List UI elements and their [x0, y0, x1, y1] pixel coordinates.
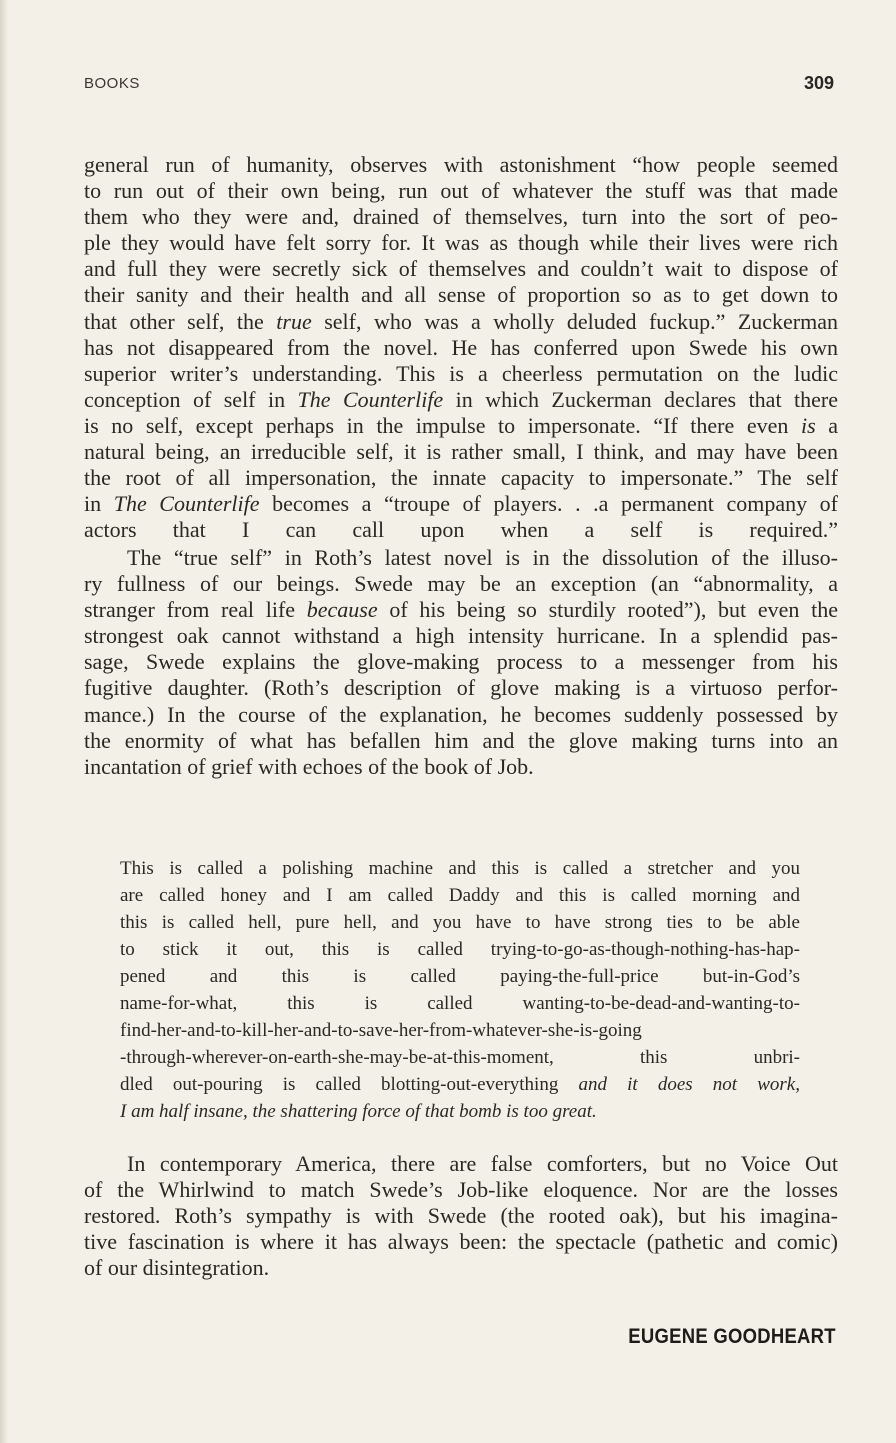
text-segment: strongest oak cannot withstand a high intensity hurricane. In a splendid pas-: [84, 623, 838, 649]
text-segment: name-for-what, this is called wanting-to-be-dead-and-wanting-to-: [120, 993, 800, 1014]
text-line: [84, 282, 838, 308]
text-line: [84, 439, 838, 465]
italic-text: is: [800, 412, 816, 438]
paragraph-2: [84, 545, 838, 780]
text-line: [120, 909, 800, 936]
text-line: [84, 754, 838, 780]
text-line: [84, 571, 838, 597]
text-line: [84, 491, 838, 517]
text-segment: ple they would have felt sorry for. It was as though while their lives were rich: [84, 230, 838, 256]
text-segment: has not disappeared from the novel. He has conferred upon Swede his own: [84, 334, 838, 360]
text-line: [84, 335, 838, 361]
text-segment: tive fascination is where it has always been: the spectacle (pathetic and comic): [84, 1229, 838, 1255]
text-line: [120, 936, 800, 963]
text-segment: is no self, except perhaps in the impulse to impersonate. “If there even: [84, 412, 801, 438]
text-line: [84, 413, 838, 439]
text-segment: the root of all impersonation, the innate capacity to impersonate.” The self: [84, 465, 838, 491]
text-line: [84, 204, 838, 230]
text-segment: mance.) In the course of the explanation, he becomes suddenly possessed by: [84, 701, 838, 727]
text-line: [84, 1151, 838, 1177]
text-line: [84, 309, 838, 335]
text-line: [84, 387, 838, 413]
italic-text: The Counterlife: [113, 491, 260, 517]
text-segment: general run of humanity, observes with astonishment “how people seemed: [84, 152, 838, 177]
text-segment: of the Whirlwind to match Swede’s Job-like eloquence. Nor are the losses: [84, 1177, 838, 1203]
text-line: [120, 855, 800, 882]
italic-text: because: [306, 597, 378, 623]
text-segment: ry fullness of our beings. Swede may be an exception (an “abnormality, a: [84, 571, 838, 597]
text-segment: of our disintegration.: [84, 1255, 270, 1281]
author-byline: EUGENE GOODHEART: [628, 1325, 836, 1348]
text-segment: the enormity of what has befallen him and the glove making turns into an: [84, 727, 838, 753]
text-line: [120, 963, 800, 990]
text-line: [84, 728, 838, 754]
text-segment: conception of self in: [84, 386, 298, 412]
text-segment: The “true self” in Roth’s latest novel is in the dissolution of the illuso-: [127, 545, 838, 570]
text-segment: dled out-pouring is called blotting-out-everything: [120, 1074, 579, 1095]
text-line: [84, 597, 838, 623]
text-line: [84, 623, 838, 649]
italic-text: I am half insane, the shattering force of that bomb is too great.: [120, 1101, 597, 1122]
text-segment: and full they were secretly sick of themselves and couldn’t wait to dispose of: [84, 256, 838, 282]
text-segment: stranger from real life: [84, 597, 307, 623]
running-header-section: BOOKS: [84, 75, 140, 92]
text-line: [84, 1229, 838, 1255]
text-line: [84, 517, 838, 543]
text-segment: pened and this is called paying-the-full-price but-in-God’s: [120, 966, 800, 987]
text-segment: actors that I can call upon when a self is required.”: [84, 517, 838, 543]
text-segment: their sanity and their health and all sense of proportion so as to get down to: [84, 282, 838, 308]
text-segment: self, who was a wholly deluded fuckup.” Zuckerman: [311, 308, 838, 334]
text-segment: -through-wherever-on-earth-she-may-be-at-this-moment, this unbri-: [120, 1047, 800, 1068]
text-line: [120, 1044, 800, 1071]
text-line: [120, 1017, 800, 1044]
block-quote: [120, 855, 800, 1125]
text-line: [120, 1071, 800, 1098]
text-segment: find-her-and-to-kill-her-and-to-save-her-from-whatever-she-is-going: [120, 1020, 642, 1041]
text-segment: incantation of grief with echoes of the book of Job.: [84, 753, 534, 779]
text-segment: that other self, the: [84, 308, 277, 334]
text-segment: becomes a “troupe of players. . .a permanent company of: [259, 491, 838, 517]
text-line: [84, 178, 838, 204]
text-line: [84, 465, 838, 491]
text-line: [84, 230, 838, 256]
text-line: [84, 545, 838, 571]
text-line: [84, 1255, 838, 1281]
text-segment: This is called a polishing machine and this is called a stretcher and you: [120, 858, 800, 879]
text-line: [84, 152, 838, 178]
text-line: [84, 256, 838, 282]
text-line: [84, 1203, 838, 1229]
text-segment: in: [84, 491, 114, 517]
text-segment: natural being, an irreducible self, it is rather small, I think, and may have been: [84, 439, 838, 465]
page-number: 309: [803, 73, 834, 93]
text-segment: superior writer’s understanding. This is a cheerless permutation on the ludic: [84, 360, 838, 386]
text-line: [84, 702, 838, 728]
text-segment: to stick it out, this is called trying-to-go-as-though-nothing-has-hap-: [120, 939, 800, 960]
text-segment: are called honey and I am called Daddy and this is called morning and: [120, 885, 800, 906]
text-line: [84, 361, 838, 387]
text-segment: to run out of their own being, run out of whatever the stuff was that made: [84, 178, 838, 204]
text-line: [120, 990, 800, 1017]
paragraph-3: [84, 1151, 838, 1281]
text-segment: them who they were and, drained of themselves, turn into the sort of peo-: [84, 204, 838, 230]
text-segment: fugitive daughter. (Roth’s description of glove making is a virtuoso perfor-: [84, 675, 838, 701]
text-segment: sage, Swede explains the glove-making process to a messenger from his: [84, 649, 838, 675]
text-line: [84, 675, 838, 701]
text-line: [120, 882, 800, 909]
text-segment: this is called hell, pure hell, and you have to have strong ties to be able: [120, 912, 800, 933]
text-segment: In contemporary America, there are false comforters, but no Voice Out: [127, 1151, 838, 1176]
text-line: [84, 649, 838, 675]
italic-text: The Counterlife: [297, 386, 444, 412]
text-line: [84, 1177, 838, 1203]
text-segment: in which Zuckerman declares that there: [443, 386, 838, 412]
text-line: [120, 1098, 800, 1125]
text-segment: a: [815, 412, 838, 438]
page-spine-shadow: [0, 0, 8, 1443]
paragraph-1: [84, 152, 838, 543]
text-segment: of his being so sturdily rooted”), but even the: [377, 597, 838, 623]
text-segment: restored. Roth’s sympathy is with Swede (the rooted oak), but his imagina-: [84, 1203, 838, 1229]
italic-text: true: [276, 308, 312, 334]
italic-text: and it does not work,: [578, 1074, 800, 1095]
